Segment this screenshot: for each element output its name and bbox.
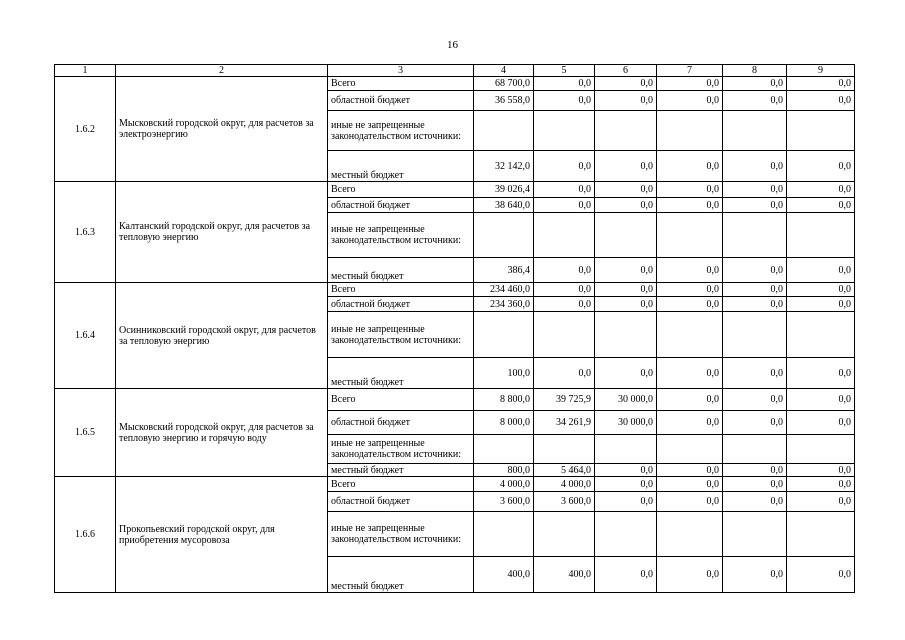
- value-cell: [534, 111, 595, 151]
- value-cell: 0,0: [723, 464, 787, 477]
- value-cell: [534, 312, 595, 358]
- value-cell: [787, 435, 855, 464]
- value-cell: [595, 213, 657, 258]
- funding-source: местный бюджет: [328, 258, 474, 283]
- value-cell: 0,0: [723, 198, 787, 213]
- value-cell: 0,0: [595, 297, 657, 312]
- value-cell: [534, 435, 595, 464]
- value-cell: 0,0: [595, 477, 657, 492]
- funding-source: местный бюджет: [328, 557, 474, 593]
- value-cell: 0,0: [787, 297, 855, 312]
- row-description: Мысковский городской округ, для расчетов за электроэнергию: [116, 77, 328, 182]
- table-row: [55, 389, 855, 411]
- value-cell: [534, 512, 595, 557]
- value-cell: 0,0: [657, 297, 723, 312]
- value-cell: 0,0: [657, 283, 723, 297]
- value-cell: 0,0: [595, 283, 657, 297]
- value-cell: 0,0: [787, 464, 855, 477]
- value-cell: 0,0: [723, 151, 787, 182]
- value-cell: 0,0: [595, 198, 657, 213]
- value-cell: 386,4: [474, 258, 534, 283]
- value-cell: 0,0: [534, 91, 595, 111]
- value-cell: [657, 312, 723, 358]
- value-cell: [657, 213, 723, 258]
- value-cell: 400,0: [534, 557, 595, 593]
- value-cell: 0,0: [595, 91, 657, 111]
- table-header-row: [55, 65, 855, 77]
- value-cell: [474, 111, 534, 151]
- value-cell: [474, 512, 534, 557]
- funding-source: иные не запрещенные законодательством источники:: [328, 213, 474, 258]
- value-cell: 0,0: [723, 557, 787, 593]
- table-body: [55, 65, 855, 593]
- column-header: 5: [534, 65, 595, 77]
- value-cell: [787, 213, 855, 258]
- table-row: [55, 477, 855, 492]
- value-cell: [723, 512, 787, 557]
- value-cell: 8 000,0: [474, 411, 534, 435]
- value-cell: 38 640,0: [474, 198, 534, 213]
- row-number: 1.6.4: [55, 283, 116, 389]
- value-cell: [474, 213, 534, 258]
- column-header: 8: [723, 65, 787, 77]
- value-cell: 0,0: [723, 91, 787, 111]
- value-cell: 0,0: [723, 77, 787, 91]
- value-cell: 0,0: [787, 358, 855, 389]
- value-cell: [595, 312, 657, 358]
- value-cell: 0,0: [595, 258, 657, 283]
- value-cell: 0,0: [657, 557, 723, 593]
- value-cell: 0,0: [723, 182, 787, 198]
- value-cell: 0,0: [657, 411, 723, 435]
- value-cell: 0,0: [787, 389, 855, 411]
- value-cell: [657, 111, 723, 151]
- row-number: 1.6.3: [55, 182, 116, 283]
- value-cell: 0,0: [787, 182, 855, 198]
- value-cell: 100,0: [474, 358, 534, 389]
- funding-source: областной бюджет: [328, 91, 474, 111]
- value-cell: 0,0: [787, 91, 855, 111]
- value-cell: 0,0: [723, 411, 787, 435]
- row-description: Мысковский городской округ, для расчетов за тепловую энергию и горячую воду: [116, 389, 328, 477]
- value-cell: [723, 435, 787, 464]
- value-cell: [723, 111, 787, 151]
- funding-source: местный бюджет: [328, 464, 474, 477]
- value-cell: 0,0: [595, 358, 657, 389]
- value-cell: 0,0: [723, 389, 787, 411]
- value-cell: 0,0: [657, 77, 723, 91]
- value-cell: 32 142,0: [474, 151, 534, 182]
- column-header: 7: [657, 65, 723, 77]
- value-cell: 0,0: [787, 258, 855, 283]
- value-cell: [534, 213, 595, 258]
- value-cell: 34 261,9: [534, 411, 595, 435]
- value-cell: 0,0: [723, 492, 787, 512]
- value-cell: 800,0: [474, 464, 534, 477]
- row-description: Прокопьевский городской округ, для приобретения мусоровоза: [116, 477, 328, 593]
- value-cell: 0,0: [723, 297, 787, 312]
- funding-source: местный бюджет: [328, 358, 474, 389]
- value-cell: 0,0: [787, 283, 855, 297]
- value-cell: 0,0: [787, 198, 855, 213]
- value-cell: 30 000,0: [595, 389, 657, 411]
- funding-source: областной бюджет: [328, 411, 474, 435]
- row-description: Осинниковский городской округ, для расчетов за тепловую энергию: [116, 283, 328, 389]
- funding-source: Всего: [328, 283, 474, 297]
- value-cell: 0,0: [534, 258, 595, 283]
- table-row: [55, 283, 855, 297]
- value-cell: 0,0: [723, 258, 787, 283]
- value-cell: 0,0: [657, 91, 723, 111]
- funding-source: Всего: [328, 182, 474, 198]
- funding-source: иные не запрещенные законодательством источники:: [328, 312, 474, 358]
- column-header: 1: [55, 65, 116, 77]
- column-header: 4: [474, 65, 534, 77]
- value-cell: 0,0: [657, 198, 723, 213]
- value-cell: 0,0: [657, 477, 723, 492]
- value-cell: 39 725,9: [534, 389, 595, 411]
- value-cell: 3 600,0: [474, 492, 534, 512]
- value-cell: 0,0: [534, 198, 595, 213]
- value-cell: 0,0: [534, 358, 595, 389]
- value-cell: 4 000,0: [534, 477, 595, 492]
- column-header: 6: [595, 65, 657, 77]
- value-cell: 0,0: [595, 182, 657, 198]
- funding-source: областной бюджет: [328, 297, 474, 312]
- value-cell: 0,0: [534, 182, 595, 198]
- value-cell: 3 600,0: [534, 492, 595, 512]
- row-number: 1.6.5: [55, 389, 116, 477]
- value-cell: [595, 512, 657, 557]
- value-cell: 0,0: [657, 151, 723, 182]
- funding-source: Всего: [328, 77, 474, 91]
- value-cell: 39 026,4: [474, 182, 534, 198]
- funding-source: иные не запрещенные законодательством источники:: [328, 435, 474, 464]
- value-cell: 36 558,0: [474, 91, 534, 111]
- value-cell: [474, 312, 534, 358]
- value-cell: 0,0: [534, 283, 595, 297]
- value-cell: 234 460,0: [474, 283, 534, 297]
- funding-source: иные не запрещенные законодательством источники:: [328, 512, 474, 557]
- value-cell: 0,0: [657, 492, 723, 512]
- value-cell: 0,0: [595, 492, 657, 512]
- value-cell: [595, 435, 657, 464]
- value-cell: 0,0: [787, 492, 855, 512]
- value-cell: 0,0: [787, 151, 855, 182]
- value-cell: [723, 312, 787, 358]
- funding-source: иные не запрещенные законодательством источники:: [328, 111, 474, 151]
- value-cell: 0,0: [595, 557, 657, 593]
- value-cell: 0,0: [657, 358, 723, 389]
- value-cell: 0,0: [723, 283, 787, 297]
- column-header: 2: [116, 65, 328, 77]
- value-cell: 0,0: [787, 557, 855, 593]
- value-cell: [787, 111, 855, 151]
- value-cell: [787, 512, 855, 557]
- page-number: 16: [447, 39, 458, 51]
- value-cell: 4 000,0: [474, 477, 534, 492]
- value-cell: 0,0: [657, 182, 723, 198]
- value-cell: [657, 435, 723, 464]
- value-cell: 0,0: [595, 464, 657, 477]
- column-header: 9: [787, 65, 855, 77]
- value-cell: 0,0: [787, 477, 855, 492]
- funding-source: Всего: [328, 389, 474, 411]
- value-cell: 0,0: [787, 411, 855, 435]
- value-cell: 0,0: [534, 151, 595, 182]
- value-cell: 400,0: [474, 557, 534, 593]
- value-cell: [787, 312, 855, 358]
- funding-source: областной бюджет: [328, 492, 474, 512]
- value-cell: [723, 213, 787, 258]
- funding-source: Всего: [328, 477, 474, 492]
- budget-table: [54, 64, 855, 593]
- value-cell: 68 700,0: [474, 77, 534, 91]
- funding-source: областной бюджет: [328, 198, 474, 213]
- value-cell: 0,0: [657, 464, 723, 477]
- value-cell: [595, 111, 657, 151]
- value-cell: [657, 512, 723, 557]
- value-cell: 0,0: [595, 151, 657, 182]
- value-cell: [474, 435, 534, 464]
- value-cell: 234 360,0: [474, 297, 534, 312]
- table-row: [55, 77, 855, 91]
- value-cell: 5 464,0: [534, 464, 595, 477]
- value-cell: 0,0: [534, 77, 595, 91]
- row-description: Калтанский городской округ, для расчетов за тепловую энергию: [116, 182, 328, 283]
- value-cell: 0,0: [723, 477, 787, 492]
- value-cell: 0,0: [534, 297, 595, 312]
- row-number: 1.6.2: [55, 77, 116, 182]
- funding-source: местный бюджет: [328, 151, 474, 182]
- table-row: [55, 182, 855, 198]
- value-cell: 0,0: [787, 77, 855, 91]
- row-number: 1.6.6: [55, 477, 116, 593]
- value-cell: 8 800,0: [474, 389, 534, 411]
- column-header: 3: [328, 65, 474, 77]
- value-cell: 30 000,0: [595, 411, 657, 435]
- value-cell: 0,0: [723, 358, 787, 389]
- value-cell: 0,0: [657, 258, 723, 283]
- value-cell: 0,0: [657, 389, 723, 411]
- value-cell: 0,0: [595, 77, 657, 91]
